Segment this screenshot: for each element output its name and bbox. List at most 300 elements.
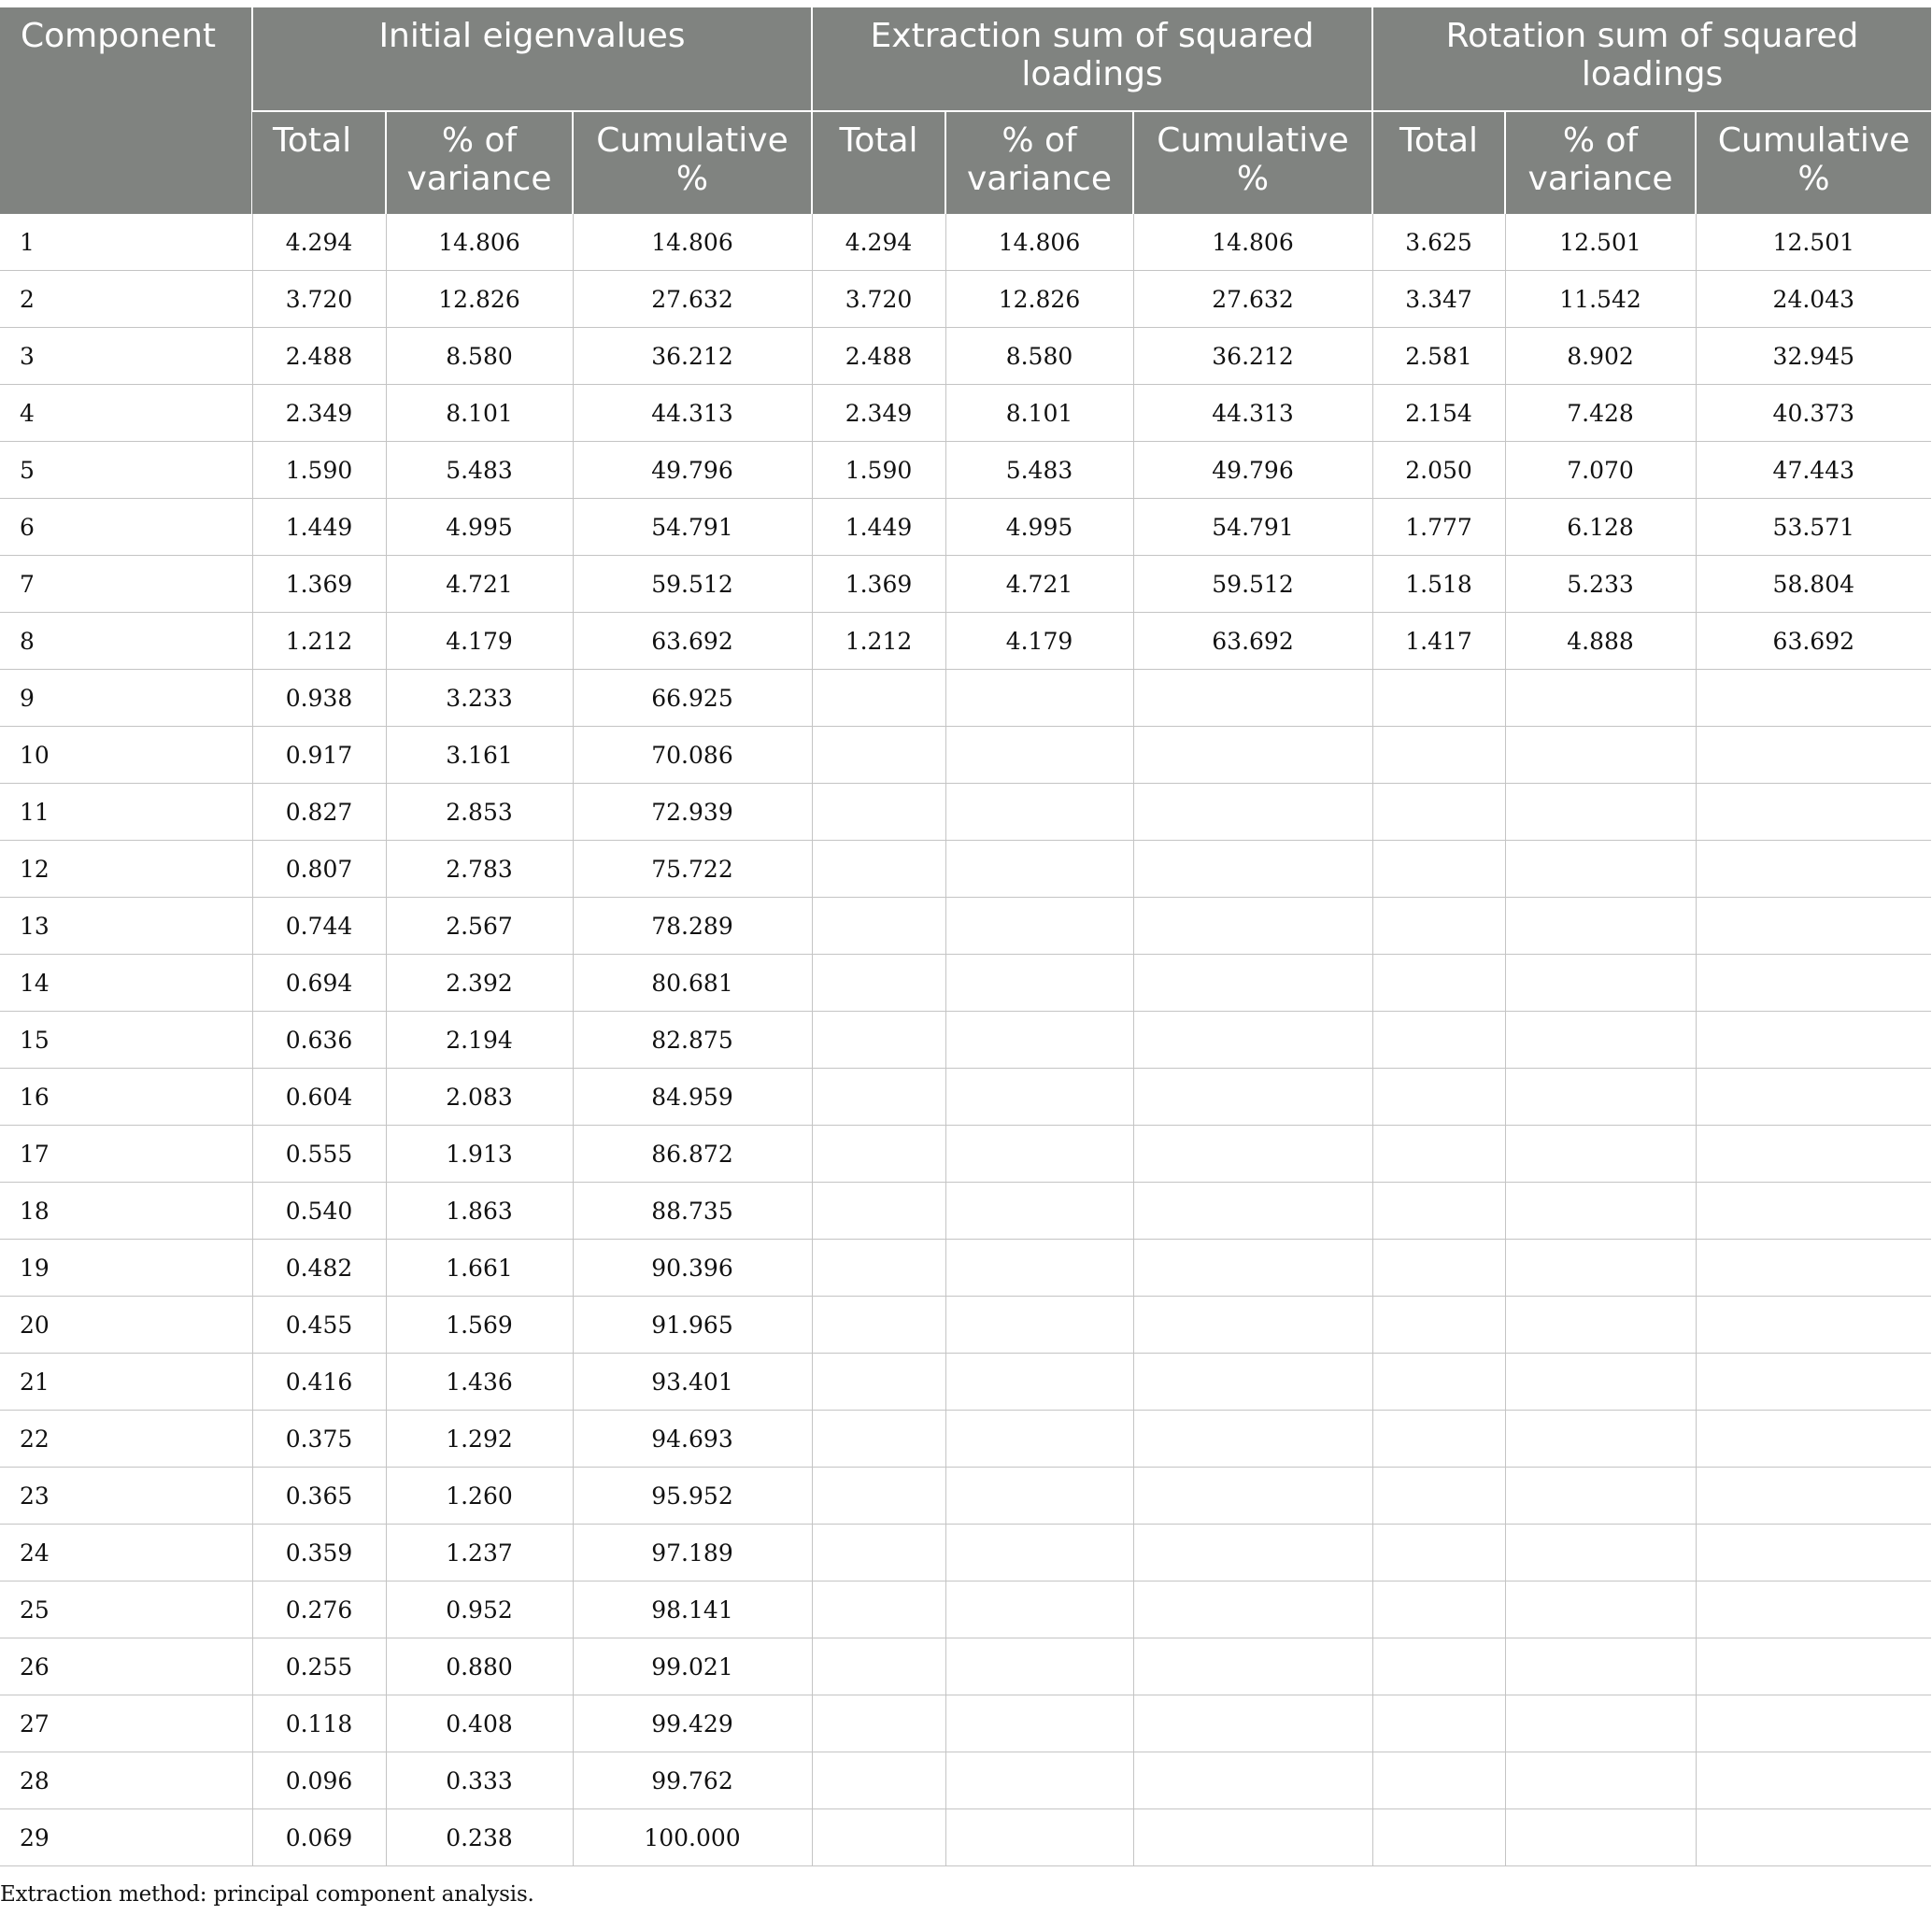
- initial-cumulative-cell: 36.212: [573, 328, 812, 385]
- extraction-variance-cell: 8.101: [945, 385, 1133, 442]
- extraction-cumulative-cell: [1133, 727, 1372, 784]
- initial-total-cell: 0.096: [252, 1752, 386, 1809]
- rotation-variance-cell: [1505, 955, 1696, 1012]
- initial-total-cell: 0.807: [252, 841, 386, 898]
- initial-variance-cell: 4.995: [386, 499, 573, 556]
- initial-variance-cell: 1.436: [386, 1354, 573, 1411]
- rotation-total-cell: [1372, 1297, 1505, 1354]
- component-cell: 14: [0, 955, 252, 1012]
- rotation-cumulative-cell: [1696, 1183, 1931, 1240]
- rotation-variance-cell: [1505, 784, 1696, 841]
- extraction-total-cell: [812, 898, 945, 955]
- initial-total-cell: 3.720: [252, 271, 386, 328]
- rotation-total-cell: 2.154: [1372, 385, 1505, 442]
- rotation-variance-cell: 11.542: [1505, 271, 1696, 328]
- component-cell: 17: [0, 1126, 252, 1183]
- extraction-cumulative-cell: [1133, 1240, 1372, 1297]
- initial-total-cell: 1.449: [252, 499, 386, 556]
- component-cell: 6: [0, 499, 252, 556]
- initial-cumulative-cell: 72.939: [573, 784, 812, 841]
- rotation-variance-cell: [1505, 898, 1696, 955]
- extraction-cumulative-header: Cumulative %: [1133, 111, 1372, 214]
- extraction-variance-cell: [945, 1638, 1133, 1695]
- initial-cumulative-cell: 100.000: [573, 1809, 812, 1866]
- rotation-total-cell: [1372, 1752, 1505, 1809]
- initial-cumulative-cell: 93.401: [573, 1354, 812, 1411]
- component-cell: 16: [0, 1069, 252, 1126]
- component-cell: 23: [0, 1468, 252, 1525]
- initial-total-cell: 4.294: [252, 214, 386, 271]
- initial-cumulative-cell: 59.512: [573, 556, 812, 613]
- rotation-variance-cell: [1505, 727, 1696, 784]
- initial-variance-cell: 0.333: [386, 1752, 573, 1809]
- extraction-cumulative-cell: 44.313: [1133, 385, 1372, 442]
- rotation-variance-cell: [1505, 1297, 1696, 1354]
- component-cell: 4: [0, 385, 252, 442]
- component-cell: 12: [0, 841, 252, 898]
- extraction-variance-cell: 4.179: [945, 613, 1133, 670]
- rotation-variance-cell: [1505, 1354, 1696, 1411]
- rotation-total-cell: [1372, 1468, 1505, 1525]
- extraction-variance-cell: [945, 1240, 1133, 1297]
- rotation-cumulative-cell: [1696, 1809, 1931, 1866]
- rotation-cumulative-cell: [1696, 898, 1931, 955]
- extraction-variance-cell: [945, 1525, 1133, 1581]
- initial-cumulative-cell: 44.313: [573, 385, 812, 442]
- component-cell: 25: [0, 1581, 252, 1638]
- initial-cumulative-cell: 82.875: [573, 1012, 812, 1069]
- extraction-cumulative-cell: [1133, 1752, 1372, 1809]
- initial-variance-cell: 2.853: [386, 784, 573, 841]
- extraction-total-cell: [812, 727, 945, 784]
- rotation-cumulative-cell: [1696, 1297, 1931, 1354]
- extraction-header: Extraction sum of squared loadings: [812, 7, 1372, 111]
- table-row: [0, 1752, 1931, 1809]
- rotation-variance-cell: 4.888: [1505, 613, 1696, 670]
- initial-total-cell: 0.365: [252, 1468, 386, 1525]
- component-cell: 26: [0, 1638, 252, 1695]
- initial-eigenvalues-header: Initial eigenvalues: [252, 7, 812, 111]
- extraction-cumulative-cell: [1133, 1525, 1372, 1581]
- initial-variance-cell: 3.161: [386, 727, 573, 784]
- rotation-variance-cell: 5.233: [1505, 556, 1696, 613]
- component-header: Component: [0, 7, 252, 214]
- rotation-variance-cell: 8.902: [1505, 328, 1696, 385]
- rotation-cumulative-header: Cumulative %: [1696, 111, 1931, 214]
- rotation-variance-cell: 7.070: [1505, 442, 1696, 499]
- rotation-variance-header: % of variance: [1505, 111, 1696, 214]
- rotation-cumulative-cell: [1696, 1752, 1931, 1809]
- initial-variance-cell: 1.237: [386, 1525, 573, 1581]
- initial-cumulative-cell: 54.791: [573, 499, 812, 556]
- table-row: [0, 385, 1931, 442]
- extraction-variance-cell: [945, 955, 1133, 1012]
- table-row: [0, 1638, 1931, 1695]
- initial-cumulative-cell: 99.762: [573, 1752, 812, 1809]
- table-row: [0, 670, 1931, 727]
- initial-total-cell: 0.359: [252, 1525, 386, 1581]
- rotation-variance-cell: [1505, 841, 1696, 898]
- initial-variance-cell: 2.194: [386, 1012, 573, 1069]
- rotation-header: Rotation sum of squared loadings: [1372, 7, 1931, 111]
- rotation-total-cell: [1372, 1638, 1505, 1695]
- table-footnote: Extraction method: principal component analysis.: [0, 1882, 534, 1907]
- extraction-variance-header: % of variance: [945, 111, 1133, 214]
- initial-total-cell: 0.555: [252, 1126, 386, 1183]
- rotation-total-cell: [1372, 670, 1505, 727]
- extraction-variance-cell: [945, 898, 1133, 955]
- rotation-cumulative-cell: 12.501: [1696, 214, 1931, 271]
- initial-total-cell: 0.276: [252, 1581, 386, 1638]
- initial-total-cell: 0.455: [252, 1297, 386, 1354]
- component-cell: 28: [0, 1752, 252, 1809]
- component-cell: 19: [0, 1240, 252, 1297]
- component-cell: 15: [0, 1012, 252, 1069]
- rotation-variance-cell: [1505, 1411, 1696, 1468]
- table-row: [0, 556, 1931, 613]
- initial-total-cell: 0.694: [252, 955, 386, 1012]
- initial-total-cell: 0.375: [252, 1411, 386, 1468]
- extraction-total-cell: 1.590: [812, 442, 945, 499]
- initial-variance-cell: 2.083: [386, 1069, 573, 1126]
- initial-total-cell: 0.938: [252, 670, 386, 727]
- component-cell: 7: [0, 556, 252, 613]
- rotation-total-cell: 2.581: [1372, 328, 1505, 385]
- table-row: [0, 1297, 1931, 1354]
- initial-variance-cell: 8.580: [386, 328, 573, 385]
- initial-variance-cell: 1.913: [386, 1126, 573, 1183]
- extraction-total-cell: [812, 1468, 945, 1525]
- extraction-cumulative-cell: [1133, 670, 1372, 727]
- extraction-cumulative-cell: [1133, 1468, 1372, 1525]
- rotation-cumulative-cell: [1696, 841, 1931, 898]
- component-cell: 13: [0, 898, 252, 955]
- initial-cumulative-cell: 94.693: [573, 1411, 812, 1468]
- extraction-variance-cell: [945, 784, 1133, 841]
- rotation-cumulative-cell: [1696, 955, 1931, 1012]
- initial-variance-cell: 14.806: [386, 214, 573, 271]
- rotation-total-cell: 3.625: [1372, 214, 1505, 271]
- extraction-variance-cell: [945, 1695, 1133, 1752]
- table-row: [0, 499, 1931, 556]
- extraction-total-cell: [812, 1638, 945, 1695]
- rotation-total-cell: [1372, 841, 1505, 898]
- rotation-total-cell: [1372, 727, 1505, 784]
- rotation-total-cell: 3.347: [1372, 271, 1505, 328]
- extraction-total-cell: [812, 1012, 945, 1069]
- rotation-cumulative-cell: 53.571: [1696, 499, 1931, 556]
- initial-variance-cell: 2.567: [386, 898, 573, 955]
- extraction-variance-cell: [945, 1809, 1133, 1866]
- table-row: [0, 613, 1931, 670]
- rotation-cumulative-cell: [1696, 1411, 1931, 1468]
- extraction-cumulative-cell: [1133, 1411, 1372, 1468]
- rotation-cumulative-cell: [1696, 1525, 1931, 1581]
- rotation-cumulative-cell: 24.043: [1696, 271, 1931, 328]
- extraction-cumulative-cell: [1133, 1069, 1372, 1126]
- extraction-cumulative-cell: [1133, 1695, 1372, 1752]
- extraction-cumulative-cell: [1133, 1354, 1372, 1411]
- rotation-total-cell: [1372, 1411, 1505, 1468]
- rotation-total-cell: [1372, 1354, 1505, 1411]
- rotation-total-cell: [1372, 955, 1505, 1012]
- initial-total-cell: 0.540: [252, 1183, 386, 1240]
- extraction-variance-cell: [945, 670, 1133, 727]
- initial-cumulative-cell: 99.429: [573, 1695, 812, 1752]
- rotation-cumulative-cell: 47.443: [1696, 442, 1931, 499]
- initial-total-cell: 0.416: [252, 1354, 386, 1411]
- extraction-total-cell: 1.369: [812, 556, 945, 613]
- component-cell: 11: [0, 784, 252, 841]
- rotation-cumulative-cell: [1696, 1354, 1931, 1411]
- initial-variance-cell: 1.863: [386, 1183, 573, 1240]
- rotation-cumulative-cell: [1696, 1069, 1931, 1126]
- rotation-cumulative-cell: [1696, 1126, 1931, 1183]
- rotation-cumulative-cell: 63.692: [1696, 613, 1931, 670]
- rotation-variance-cell: [1505, 670, 1696, 727]
- extraction-variance-cell: 5.483: [945, 442, 1133, 499]
- rotation-cumulative-cell: [1696, 1581, 1931, 1638]
- component-cell: 9: [0, 670, 252, 727]
- initial-variance-cell: 0.408: [386, 1695, 573, 1752]
- table-container: [0, 7, 1932, 1866]
- rotation-total-cell: 1.777: [1372, 499, 1505, 556]
- initial-total-header: Total: [252, 111, 386, 214]
- component-cell: 8: [0, 613, 252, 670]
- table-row: [0, 784, 1931, 841]
- table-row: [0, 1354, 1931, 1411]
- initial-cumulative-cell: 88.735: [573, 1183, 812, 1240]
- rotation-total-cell: [1372, 898, 1505, 955]
- extraction-total-cell: [812, 1354, 945, 1411]
- extraction-variance-cell: [945, 1581, 1133, 1638]
- initial-total-cell: 1.590: [252, 442, 386, 499]
- extraction-cumulative-cell: [1133, 1638, 1372, 1695]
- initial-cumulative-cell: 14.806: [573, 214, 812, 271]
- rotation-total-cell: [1372, 1809, 1505, 1866]
- component-cell: 22: [0, 1411, 252, 1468]
- extraction-total-cell: [812, 1695, 945, 1752]
- rotation-variance-cell: [1505, 1126, 1696, 1183]
- initial-variance-cell: 3.233: [386, 670, 573, 727]
- rotation-total-cell: [1372, 1012, 1505, 1069]
- extraction-total-cell: [812, 1126, 945, 1183]
- initial-cumulative-cell: 98.141: [573, 1581, 812, 1638]
- initial-variance-cell: 0.238: [386, 1809, 573, 1866]
- table-row: [0, 1240, 1931, 1297]
- extraction-total-cell: 1.212: [812, 613, 945, 670]
- extraction-variance-cell: 4.995: [945, 499, 1133, 556]
- initial-cumulative-cell: 49.796: [573, 442, 812, 499]
- extraction-total-cell: [812, 1183, 945, 1240]
- initial-cumulative-cell: 86.872: [573, 1126, 812, 1183]
- initial-variance-cell: 1.569: [386, 1297, 573, 1354]
- rotation-cumulative-cell: [1696, 670, 1931, 727]
- table-row: [0, 898, 1931, 955]
- component-cell: 24: [0, 1525, 252, 1581]
- table-row: [0, 1126, 1931, 1183]
- rotation-variance-cell: [1505, 1809, 1696, 1866]
- extraction-total-cell: [812, 1525, 945, 1581]
- component-cell: 29: [0, 1809, 252, 1866]
- rotation-variance-cell: [1505, 1468, 1696, 1525]
- initial-variance-cell: 2.392: [386, 955, 573, 1012]
- rotation-total-cell: 1.518: [1372, 556, 1505, 613]
- rotation-total-cell: [1372, 1240, 1505, 1297]
- table-row: [0, 1468, 1931, 1525]
- rotation-total-cell: [1372, 1695, 1505, 1752]
- initial-cumulative-cell: 66.925: [573, 670, 812, 727]
- component-cell: 20: [0, 1297, 252, 1354]
- rotation-variance-cell: [1505, 1525, 1696, 1581]
- extraction-cumulative-cell: [1133, 784, 1372, 841]
- extraction-cumulative-cell: 14.806: [1133, 214, 1372, 271]
- initial-cumulative-cell: 78.289: [573, 898, 812, 955]
- initial-total-cell: 0.118: [252, 1695, 386, 1752]
- extraction-total-cell: [812, 1581, 945, 1638]
- extraction-total-cell: [812, 1069, 945, 1126]
- initial-total-cell: 1.369: [252, 556, 386, 613]
- initial-total-cell: 0.744: [252, 898, 386, 955]
- initial-total-cell: 0.917: [252, 727, 386, 784]
- rotation-variance-cell: 7.428: [1505, 385, 1696, 442]
- extraction-cumulative-cell: 59.512: [1133, 556, 1372, 613]
- initial-variance-cell: 0.952: [386, 1581, 573, 1638]
- initial-cumulative-cell: 91.965: [573, 1297, 812, 1354]
- rotation-variance-cell: [1505, 1638, 1696, 1695]
- rotation-variance-cell: [1505, 1069, 1696, 1126]
- extraction-total-cell: [812, 841, 945, 898]
- rotation-variance-cell: [1505, 1012, 1696, 1069]
- initial-total-cell: 0.069: [252, 1809, 386, 1866]
- table-row: [0, 328, 1931, 385]
- component-cell: 3: [0, 328, 252, 385]
- table-row: [0, 1581, 1931, 1638]
- initial-variance-cell: 8.101: [386, 385, 573, 442]
- extraction-cumulative-cell: 63.692: [1133, 613, 1372, 670]
- variance-table: [0, 7, 1931, 1866]
- initial-variance-cell: 1.260: [386, 1468, 573, 1525]
- initial-variance-cell: 2.783: [386, 841, 573, 898]
- table-row: [0, 727, 1931, 784]
- extraction-variance-cell: [945, 1012, 1133, 1069]
- rotation-total-cell: 1.417: [1372, 613, 1505, 670]
- initial-cumulative-cell: 84.959: [573, 1069, 812, 1126]
- extraction-variance-cell: 4.721: [945, 556, 1133, 613]
- extraction-total-cell: 2.488: [812, 328, 945, 385]
- table-row: [0, 1411, 1931, 1468]
- extraction-total-cell: [812, 955, 945, 1012]
- extraction-variance-cell: [945, 1297, 1133, 1354]
- table-row: [0, 442, 1931, 499]
- extraction-variance-cell: [945, 841, 1133, 898]
- initial-total-cell: 0.255: [252, 1638, 386, 1695]
- rotation-cumulative-cell: [1696, 1012, 1931, 1069]
- extraction-cumulative-cell: [1133, 1297, 1372, 1354]
- rotation-cumulative-cell: [1696, 784, 1931, 841]
- table-row: [0, 1012, 1931, 1069]
- extraction-total-cell: [812, 1809, 945, 1866]
- initial-cumulative-cell: 70.086: [573, 727, 812, 784]
- table-row: [0, 1809, 1931, 1866]
- initial-variance-cell: 5.483: [386, 442, 573, 499]
- table-row: [0, 1525, 1931, 1581]
- rotation-variance-cell: 6.128: [1505, 499, 1696, 556]
- extraction-variance-cell: [945, 1069, 1133, 1126]
- initial-variance-cell: 1.292: [386, 1411, 573, 1468]
- component-cell: 21: [0, 1354, 252, 1411]
- initial-total-cell: 0.636: [252, 1012, 386, 1069]
- table-header: [0, 7, 1931, 214]
- rotation-cumulative-cell: [1696, 727, 1931, 784]
- rotation-total-header: Total: [1372, 111, 1505, 214]
- extraction-cumulative-cell: [1133, 1012, 1372, 1069]
- extraction-cumulative-cell: [1133, 955, 1372, 1012]
- rotation-variance-cell: [1505, 1240, 1696, 1297]
- extraction-variance-cell: [945, 1411, 1133, 1468]
- extraction-variance-cell: 8.580: [945, 328, 1133, 385]
- rotation-cumulative-cell: 58.804: [1696, 556, 1931, 613]
- extraction-variance-cell: [945, 1183, 1133, 1240]
- component-cell: 18: [0, 1183, 252, 1240]
- initial-variance-cell: 4.721: [386, 556, 573, 613]
- table-row: [0, 214, 1931, 271]
- extraction-variance-cell: 14.806: [945, 214, 1133, 271]
- component-cell: 5: [0, 442, 252, 499]
- extraction-total-cell: [812, 1411, 945, 1468]
- extraction-variance-cell: [945, 1468, 1133, 1525]
- rotation-total-cell: [1372, 1126, 1505, 1183]
- extraction-total-cell: [812, 670, 945, 727]
- extraction-total-cell: 3.720: [812, 271, 945, 328]
- extraction-total-cell: 2.349: [812, 385, 945, 442]
- rotation-cumulative-cell: [1696, 1468, 1931, 1525]
- table-row: [0, 271, 1931, 328]
- extraction-total-cell: 4.294: [812, 214, 945, 271]
- rotation-variance-cell: [1505, 1752, 1696, 1809]
- initial-variance-cell: 1.661: [386, 1240, 573, 1297]
- rotation-total-cell: [1372, 1581, 1505, 1638]
- extraction-variance-cell: [945, 727, 1133, 784]
- extraction-cumulative-cell: [1133, 1809, 1372, 1866]
- initial-cumulative-cell: 75.722: [573, 841, 812, 898]
- table-row: [0, 1069, 1931, 1126]
- extraction-total-cell: [812, 1752, 945, 1809]
- component-cell: 1: [0, 214, 252, 271]
- initial-total-cell: 0.604: [252, 1069, 386, 1126]
- rotation-cumulative-cell: [1696, 1638, 1931, 1695]
- extraction-variance-cell: [945, 1354, 1133, 1411]
- initial-cumulative-header: Cumulative %: [573, 111, 812, 214]
- extraction-total-cell: [812, 1297, 945, 1354]
- initial-total-cell: 1.212: [252, 613, 386, 670]
- initial-total-cell: 0.827: [252, 784, 386, 841]
- rotation-cumulative-cell: 32.945: [1696, 328, 1931, 385]
- extraction-cumulative-cell: [1133, 1183, 1372, 1240]
- component-cell: 10: [0, 727, 252, 784]
- rotation-variance-cell: 12.501: [1505, 214, 1696, 271]
- initial-variance-cell: 12.826: [386, 271, 573, 328]
- rotation-cumulative-cell: 40.373: [1696, 385, 1931, 442]
- extraction-cumulative-cell: 49.796: [1133, 442, 1372, 499]
- extraction-cumulative-cell: 54.791: [1133, 499, 1372, 556]
- initial-variance-header: % of variance: [386, 111, 573, 214]
- rotation-total-cell: [1372, 784, 1505, 841]
- initial-cumulative-cell: 27.632: [573, 271, 812, 328]
- extraction-cumulative-cell: 27.632: [1133, 271, 1372, 328]
- extraction-total-cell: [812, 784, 945, 841]
- table-row: [0, 841, 1931, 898]
